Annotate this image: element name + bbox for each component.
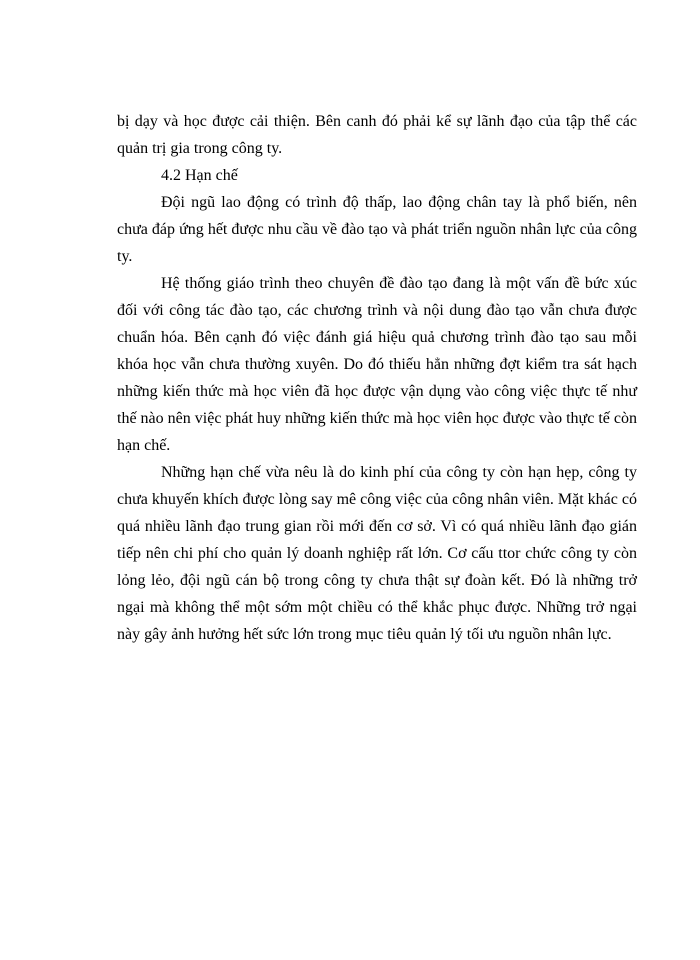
paragraph-causes: Những hạn chế vừa nêu là do kinh phí của công ty còn hạn hẹp, công ty chưa khuyến khích được lòng say mê công việc của công nhân viên. Mặt khác có quá nhiều lãnh đạo trung gian rồi mới đến cơ sở. Vì có quá nhiều lãnh đạo gián tiếp nên chi phí cho quản lý doanh nghiệp rất lớn. Cơ cấu ttor chức công ty còn lỏng lẻo, đội ngũ cán bộ trong công ty chưa thật sự đoàn kết. Đó là những trở ngại mà không thể một sớm một chiều có thể khắc phục được. Những trở ngại này gây ảnh hưởng hết sức lớn trong mục tiêu quản lý tối ưu nguồn nhân lực. bbox=[117, 464, 637, 643]
paragraph-workforce: Đội ngũ lao động có trình độ thấp, lao động chân tay là phổ biến, nên chưa đáp ứng hết được nhu cầu về đào tạo và phát triển nguồn nhân lực của công ty. bbox=[117, 194, 637, 265]
document-body bbox=[117, 108, 637, 648]
paragraph-curriculum: Hệ thống giáo trình theo chuyên đề đào tạo đang là một vấn đề bức xúc đối với công tác đào tạo, các chương trình và nội dung đào tạo vẫn chưa được chuẩn hóa. Bên cạnh đó việc đánh giá hiệu quả chương trình đào tạo sau mỗi khóa học vẫn chưa thường xuyên. Do đó thiếu hẳn những đợt kiểm tra sát hạch những kiến thức mà học viên đã học được vận dụng vào công việc thực tế như thế nào nên việc phát huy những kiến thức mà học viên học được vào thực tế còn hạn chế. bbox=[117, 275, 637, 454]
section-heading-limitations: 4.2 Hạn chế bbox=[161, 167, 238, 184]
paragraph-continuation: bị dạy và học được cải thiện. Bên canh đó phải kể sự lãnh đạo của tập thể các quản trị gia trong công ty. bbox=[117, 113, 637, 157]
